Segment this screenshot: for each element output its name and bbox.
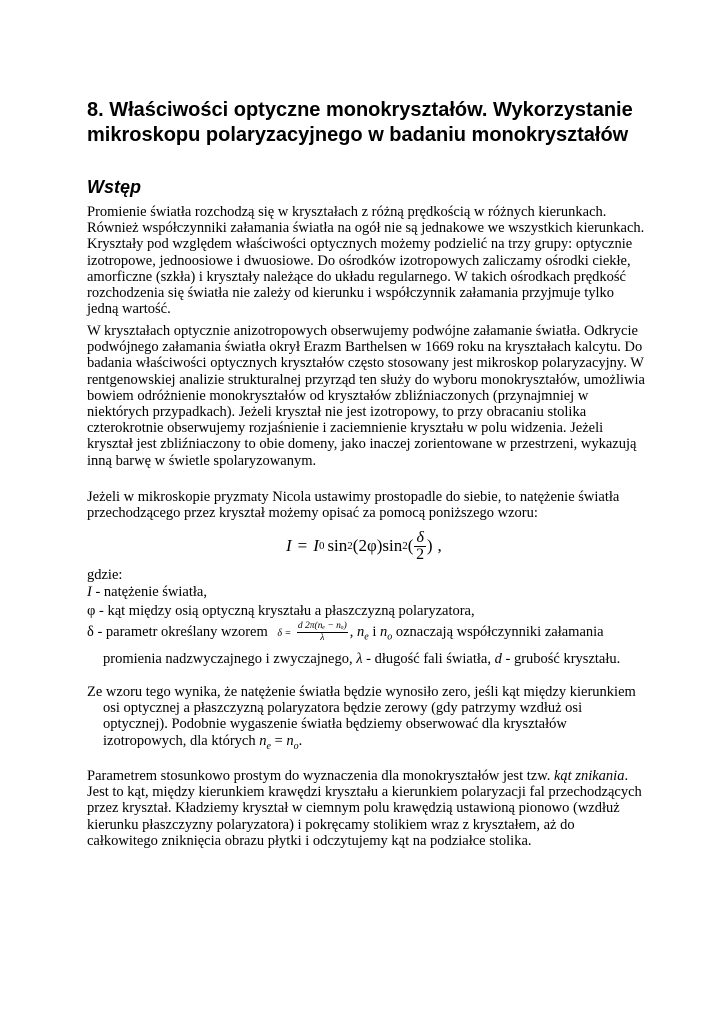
formula-lhs: I bbox=[286, 536, 292, 555]
formula-sq-2: 2 bbox=[402, 540, 408, 552]
paragraph-7-lead: Parametrem stosunkowo prostym do wyznaczenia dla monokryształów jest tzw. bbox=[87, 768, 554, 784]
formula-delta-fraction bbox=[414, 530, 425, 563]
paragraph-extinction-angle bbox=[87, 768, 647, 849]
document-title: 8. Właściwości optyczne monokryształów. Wykorzystanie mikroskopu polaryzacyjnego w badaniu monokryształów bbox=[87, 99, 633, 146]
p6-equals: = bbox=[270, 732, 287, 749]
formula-i0-sub: 0 bbox=[318, 540, 325, 552]
formula-i0: I bbox=[313, 536, 319, 555]
gdzie-label: gdzie: bbox=[87, 567, 123, 583]
lambda-symbol: λ bbox=[356, 651, 363, 667]
def-i-text: - natężenie światła, bbox=[91, 584, 207, 600]
d-symbol: d bbox=[494, 651, 502, 667]
formula-equals: = bbox=[297, 536, 308, 555]
def-delta-tail-2: oznaczają współczynniki załamania bbox=[392, 623, 604, 640]
p6-ne-sub: e bbox=[266, 740, 271, 752]
paragraph-intro: Promienie światła rozchodzą się w kryształach z różną prędkością w różnych kierunkach. Również współczynniki załamania światła na ogół nie są jednakowe we wszystkich kierunkach. Kryształy pod względem właściwości optycznych możemy podzielić na trzy grupy: optycznie izotropowe, jednoosiowe i dwuosiowe. Do ośrodków izotropowych zaliczamy ośrodki ciekłe, amorficzne (szkła) i kryształy należące do układu regularnego. W takich ośrodkach prędkość rozchodzenia się światła nie zależy od kierunku i współczynnik załamania przyjmuje tylko jedną wartość. bbox=[87, 204, 645, 318]
formula-two: 2 bbox=[416, 545, 425, 563]
formula-open-paren: ( bbox=[407, 536, 414, 555]
ne-subscript: e bbox=[364, 631, 369, 643]
def-delta-line2-b: - długość fali światła, bbox=[362, 651, 495, 667]
definition-delta-line2 bbox=[103, 651, 620, 667]
p6-no: n bbox=[286, 732, 294, 749]
formula-sin-2: sin bbox=[382, 536, 403, 555]
p6-no-sub: o bbox=[293, 740, 299, 752]
section-heading: Wstęp bbox=[87, 177, 141, 197]
def-delta-tail-1: , bbox=[349, 623, 357, 640]
definition-phi: φ - kąt między osią optyczną kryształu a płaszczyzną polaryzatora, bbox=[87, 603, 475, 619]
paragraph-7-rest: . Jest to kąt, między kierunkiem krawędzi kryształu a kierunkiem polaryzacji fal przechodzących przez kryształ. Kładziemy kryształ w ciemnym polu krawędzią ustawioną pionowo (wzdłuż kierunku płaszczyzny polaryzatora) i pokręcamy stolikiem wraz z kryształem, aż do całkowitego zniknięcia obrazu płytki i odczytujemy kąt na podziałce stolika. bbox=[87, 768, 642, 849]
formula-close-paren: ) bbox=[426, 536, 433, 555]
def-delta-line2-c: - grubość kryształu. bbox=[501, 651, 621, 667]
definition-delta bbox=[87, 621, 604, 646]
delta-formula-fraction bbox=[297, 621, 348, 644]
extinction-angle-term: kąt znikania bbox=[553, 768, 625, 784]
def-delta-and: i bbox=[368, 623, 380, 640]
paragraph-extinction-text: Ze wzoru tego wynika, że natężenie światła będzie wynosiło zero, jeśli kąt między kierunkiem osi optycznej a płaszczyzną polaryzatora będzie zerowy (gdy patrzymy wzdłuż osi optycznej). Podobnie wygaszenie światła będziemy obserwować dla kryształów izotropowych, dla których bbox=[87, 684, 636, 749]
def-delta-lead: δ - parametr określany wzorem bbox=[87, 623, 268, 640]
delta-formula-num: d 2π(nₑ − nₒ) bbox=[297, 621, 347, 631]
formula-delta: δ bbox=[416, 528, 424, 546]
no-subscript: o bbox=[387, 631, 393, 643]
no-symbol: n bbox=[379, 623, 388, 640]
paragraph-anisotropic: W kryształach optycznie anizotropowych obserwujemy podwójne załamanie światła. Odkrycie podwójnego załamania światła okrył Erazm Barthelsen w 1669 roku na kryształach kalcytu. Do badania właściwości optycznych kryształów często stosowany jest mikroskop polaryzacyjny. W rentgenowskiej analizie strukturalnej przyrząd ten służy do wyboru monokryształów, umożliwia bowiem odróżnienie monokryształów od kryształów zbliźniaczonych (przynajmniej w niektórych przypadkach). Jeżeli kryształ nie jest izotropowy, to przy obracaniu stolika czterokrotnie obserwujemy rozjaśnienie i zaciemnienie kryształu w polu widzenia. Jeżeli kryształ jest zbliźniaczony to obie domeny, jako inaczej zorientowane w przestrzeni, wykazują inną barwę w świetle spolaryzowanym. bbox=[87, 323, 645, 469]
formula-arg-1: (2φ) bbox=[352, 536, 383, 555]
intensity-formula bbox=[286, 528, 442, 564]
ne-symbol: n bbox=[357, 623, 365, 640]
p6-end: . bbox=[298, 732, 303, 749]
formula-sq-1: 2 bbox=[347, 540, 353, 552]
delta-formula-lhs: δ = bbox=[277, 627, 292, 639]
definition-intensity bbox=[87, 584, 207, 600]
formula-sin-1: sin bbox=[327, 536, 348, 555]
p6-ne: n bbox=[259, 732, 267, 749]
paragraph-nicol: Jeżeli w mikroskopie pryzmaty Nicola ustawimy prostopadle do siebie, to natężenie światła przechodzącego przez kryształ możemy opisać za pomocą poniższego wzoru: bbox=[87, 489, 620, 522]
def-delta-line2-a: promienia nadzwyczajnego i zwyczajnego, bbox=[103, 651, 357, 667]
def-i-symbol: I bbox=[87, 584, 92, 600]
delta-formula-den: λ bbox=[320, 633, 325, 643]
formula-comma: , bbox=[437, 536, 442, 555]
paragraph-extinction bbox=[87, 684, 647, 755]
